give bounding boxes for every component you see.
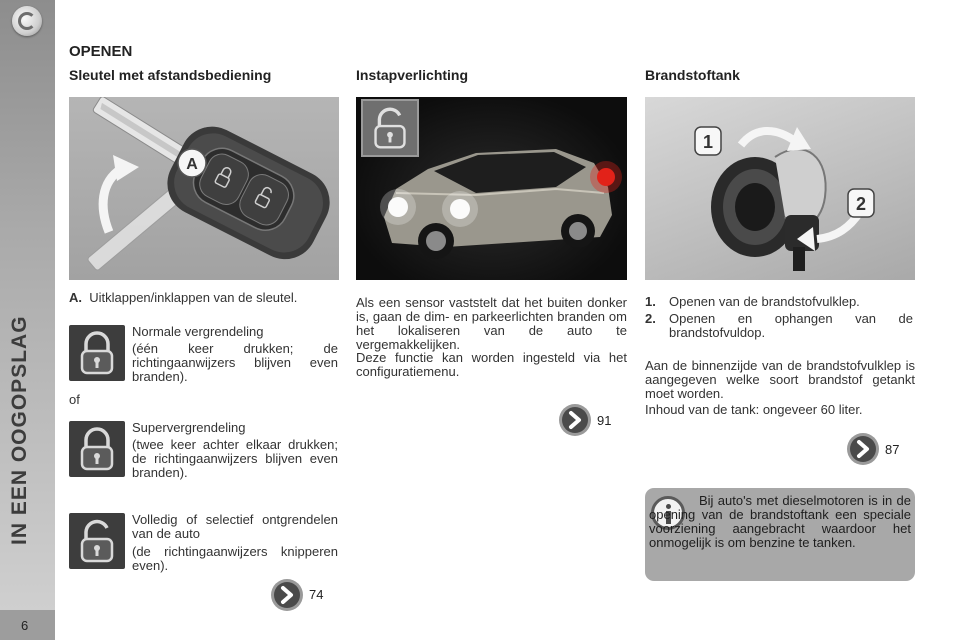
col2-heading: Instapverlichting <box>356 67 469 83</box>
lock-open-icon <box>361 99 419 157</box>
page-ref-arrow-icon[interactable] <box>558 403 592 437</box>
fuel-cap-image <box>645 97 915 280</box>
key-image <box>69 97 339 280</box>
page-ref-74[interactable]: 74 <box>309 587 324 602</box>
lock-closed-icon <box>69 325 125 381</box>
label-1-text: 1 <box>702 132 714 152</box>
or-text: of <box>69 392 80 407</box>
label-2-text: 2 <box>855 194 867 214</box>
page-title: OPENEN <box>69 43 133 60</box>
lock-closed-icon <box>69 421 125 477</box>
item-superlock-title: Supervergrendeling <box>132 420 246 435</box>
item-normal-lock-desc: (één keer drukken; de richtingaanwijzers blijven even branden). <box>132 341 338 384</box>
col2-paragraph-1: Als een sensor vaststelt dat het buiten donker is, gaan de dim- en parkeerlichten branden om het lokaliseren van de auto te vergemakkelijken. <box>356 295 627 352</box>
page-ref-87[interactable]: 87 <box>885 442 900 457</box>
step-2-text: Openen en ophangen van de brandstofvuldop. <box>669 311 913 340</box>
col3-paragraph-2: Inhoud van de tank: ongeveer 60 liter. <box>645 402 863 417</box>
vertical-section-title: IN EEN OOGOPSLAG <box>8 315 31 545</box>
step-2-number: 2. <box>645 311 656 326</box>
page-ref-91[interactable]: 91 <box>597 413 612 428</box>
item-superlock-desc: (twee keer achter elkaar drukken; de richtingaanwijzers blijven even branden). <box>132 437 338 480</box>
key-caption-letter: A. <box>69 290 82 305</box>
lock-open-icon <box>69 513 125 569</box>
sidebar <box>0 0 55 640</box>
col1-heading: Sleutel met afstandsbediening <box>69 67 272 83</box>
step-1-number: 1. <box>645 294 656 309</box>
item-normal-lock-title: Normale vergrendeling <box>132 324 264 339</box>
step-2 <box>645 312 915 340</box>
step-1-text: Openen van de brandstofvulklep. <box>669 294 860 309</box>
item-unlock-desc: (de richtingaanwijzers knipperen even). <box>132 544 338 573</box>
page-ref-arrow-icon[interactable] <box>270 578 304 612</box>
car-lights-image <box>356 97 627 280</box>
page-number-text: 6 <box>21 618 29 633</box>
col3-heading: Brandstoftank <box>645 67 740 83</box>
fuel-cap-illustration <box>645 97 915 280</box>
info-note-box <box>645 488 915 581</box>
key-caption <box>69 291 341 305</box>
info-note-text: Bij auto's met dieselmotoren is in de opening van de brandstoftank een speciale voorziening aangebracht waardoor het onmogelijk is om benzine te tanken. <box>649 493 911 550</box>
remote-key-illustration <box>69 97 339 280</box>
step-1 <box>645 295 915 309</box>
label-a-text: A <box>186 156 198 173</box>
col3-paragraph-1: Aan de binnenzijde van de brandstofvulklep is aangegeven welke soort brandstof getankt moet worden. <box>645 358 915 401</box>
key-caption-text: Uitklappen/inklappen van de sleutel. <box>89 290 298 305</box>
page-number <box>0 610 55 640</box>
brand-logo-icon <box>12 6 42 36</box>
page-ref-arrow-icon[interactable] <box>846 432 880 466</box>
item-unlock-title: Volledig of selectief ontgrendelen van de auto <box>132 512 338 541</box>
col2-paragraph-2: Deze functie kan worden ingesteld via het configuratiemenu. <box>356 350 627 379</box>
